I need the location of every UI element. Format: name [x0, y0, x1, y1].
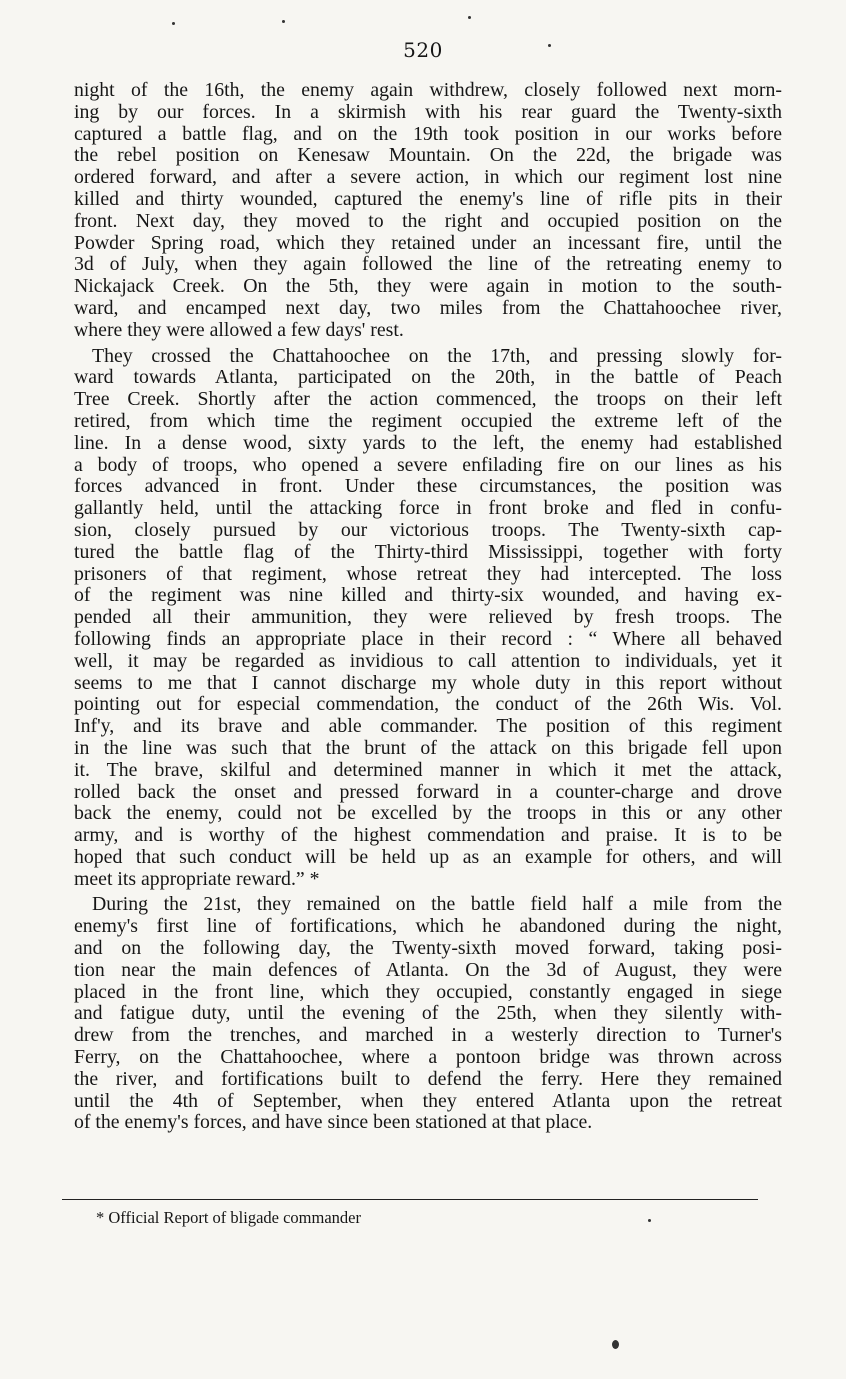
text-line: line. In a dense wood, sixty yards to the left, the enemy had established: [74, 431, 782, 454]
text-line: pended all their ammunition, they were relieved by fresh troops. The: [74, 606, 782, 629]
text-line: night of the 16th, the enemy again withdrew, closely followed next morn-: [74, 79, 782, 101]
text-line: killed and thirty wounded, captured the enemy's line of rifle pits in their: [74, 187, 782, 210]
text-line: enemy's first line of fortifications, which he abandoned during the night,: [74, 915, 782, 938]
text-line: and fatigue duty, until the evening of the 25th, when they silently with-: [74, 1002, 782, 1025]
footnote: * Official Report of bligade commander: [96, 1208, 361, 1227]
text-line: and on the following day, the Twenty-sixth moved forward, taking posi-: [74, 937, 782, 960]
text-line: front. Next day, they moved to the right and occupied position on the: [74, 209, 782, 232]
text-line: the rebel position on Kenesaw Mountain. On the 22d, the brigade was: [74, 144, 782, 167]
scan-speck: [172, 22, 175, 25]
text-line: drew from the trenches, and marched in a westerly direction to Turner's: [74, 1024, 782, 1047]
text-line: tion near the main defences of Atlanta. On the 3d of August, they were: [74, 958, 782, 981]
text-line: Ferry, on the Chattahoochee, where a pontoon bridge was thrown across: [74, 1046, 782, 1069]
text-line: ordered forward, and after a severe action, in which our regiment lost nine: [74, 166, 782, 189]
scan-speck: [612, 1340, 619, 1349]
text-line: meet its appropriate reward.” *: [74, 867, 320, 890]
scan-speck: [282, 20, 285, 23]
scan-speck: [468, 16, 471, 19]
text-line: seems to me that I cannot discharge my whole duty in this report without: [74, 671, 782, 694]
text-line: ward towards Atlanta, participated on the 20th, in the battle of Peach: [74, 366, 782, 389]
text-line: ing by our forces. In a skirmish with his rear guard the Twenty-sixth: [74, 100, 782, 123]
text-line: a body of troops, who opened a severe enfilading fire on our lines as his: [74, 453, 782, 476]
text-line: well, it may be regarded as invidious to call attention to individuals, yet it: [74, 649, 782, 672]
scan-speck: [648, 1219, 651, 1222]
text-line: of the enemy's forces, and have since been stationed at that place.: [74, 1111, 593, 1134]
page-number: 520: [403, 38, 443, 62]
text-line: sion, closely pursued by our victorious troops. The Twenty-sixth cap-: [74, 518, 782, 541]
paragraph: [74, 894, 782, 1134]
text-line: ward, and encamped next day, two miles from the Chattahoochee river,: [74, 296, 782, 319]
text-line: following finds an appropriate place in their record : “ Where all behaved: [74, 627, 782, 650]
text-line: gallantly held, until the attacking force in front broke and fled in confu-: [74, 497, 782, 520]
text-line: Nickajack Creek. On the 5th, they were again in motion to the south-: [74, 275, 782, 298]
text-line: in the line was such that the brunt of the attack on this brigade fell upon: [74, 736, 782, 759]
text-line: the river, and fortifications built to defend the ferry. Here they remained: [74, 1067, 782, 1090]
body-text: [74, 80, 782, 1134]
text-line: They crossed the Chattahoochee on the 17th, and pressing slowly for-: [92, 344, 782, 367]
text-line: retired, from which time the regiment occupied the extreme left of the: [74, 409, 782, 432]
text-line: tured the battle flag of the Thirty-third Mississippi, together with forty: [74, 540, 782, 563]
text-line: prisoners of that regiment, whose retreat they had intercepted. The loss: [74, 562, 782, 585]
paragraph: [74, 80, 782, 342]
text-line: Inf'y, and its brave and able commander. The position of this regiment: [74, 715, 782, 738]
text-line: placed in the front line, which they occupied, constantly engaged in siege: [74, 980, 782, 1003]
text-line: 3d of July, when they again followed the line of the retreating enemy to: [74, 253, 782, 276]
text-line: Powder Spring road, which they retained under an incessant fire, until the: [74, 231, 782, 254]
text-line: of the regiment was nine killed and thirty-six wounded, and having ex-: [74, 584, 782, 607]
text-line: until the 4th of September, when they entered Atlanta upon the retreat: [74, 1089, 782, 1112]
text-line: captured a battle flag, and on the 19th took position in our works before: [74, 122, 782, 145]
text-line: hoped that such conduct will be held up as an example for others, and will: [74, 845, 782, 868]
text-line: back the enemy, could not be excelled by the troops in this or any other: [74, 802, 782, 825]
text-line: pointing out for especial commendation, the conduct of the 26th Wis. Vol.: [74, 693, 782, 716]
text-line: where they were allowed a few days' rest.: [74, 318, 404, 341]
footnote-divider: [62, 1199, 758, 1200]
text-line: it. The brave, skilful and determined manner in which it met the attack,: [74, 758, 782, 781]
paragraph: [74, 346, 782, 891]
text-line: During the 21st, they remained on the battle field half a mile from the: [92, 893, 782, 916]
text-line: Tree Creek. Shortly after the action commenced, the troops on their left: [74, 388, 782, 411]
text-line: forces advanced in front. Under these circumstances, the position was: [74, 475, 782, 498]
scan-speck: [548, 44, 551, 47]
text-line: rolled back the onset and pressed forward in a counter-charge and drove: [74, 780, 782, 803]
text-line: army, and is worthy of the highest commendation and praise. It is to be: [74, 824, 782, 847]
